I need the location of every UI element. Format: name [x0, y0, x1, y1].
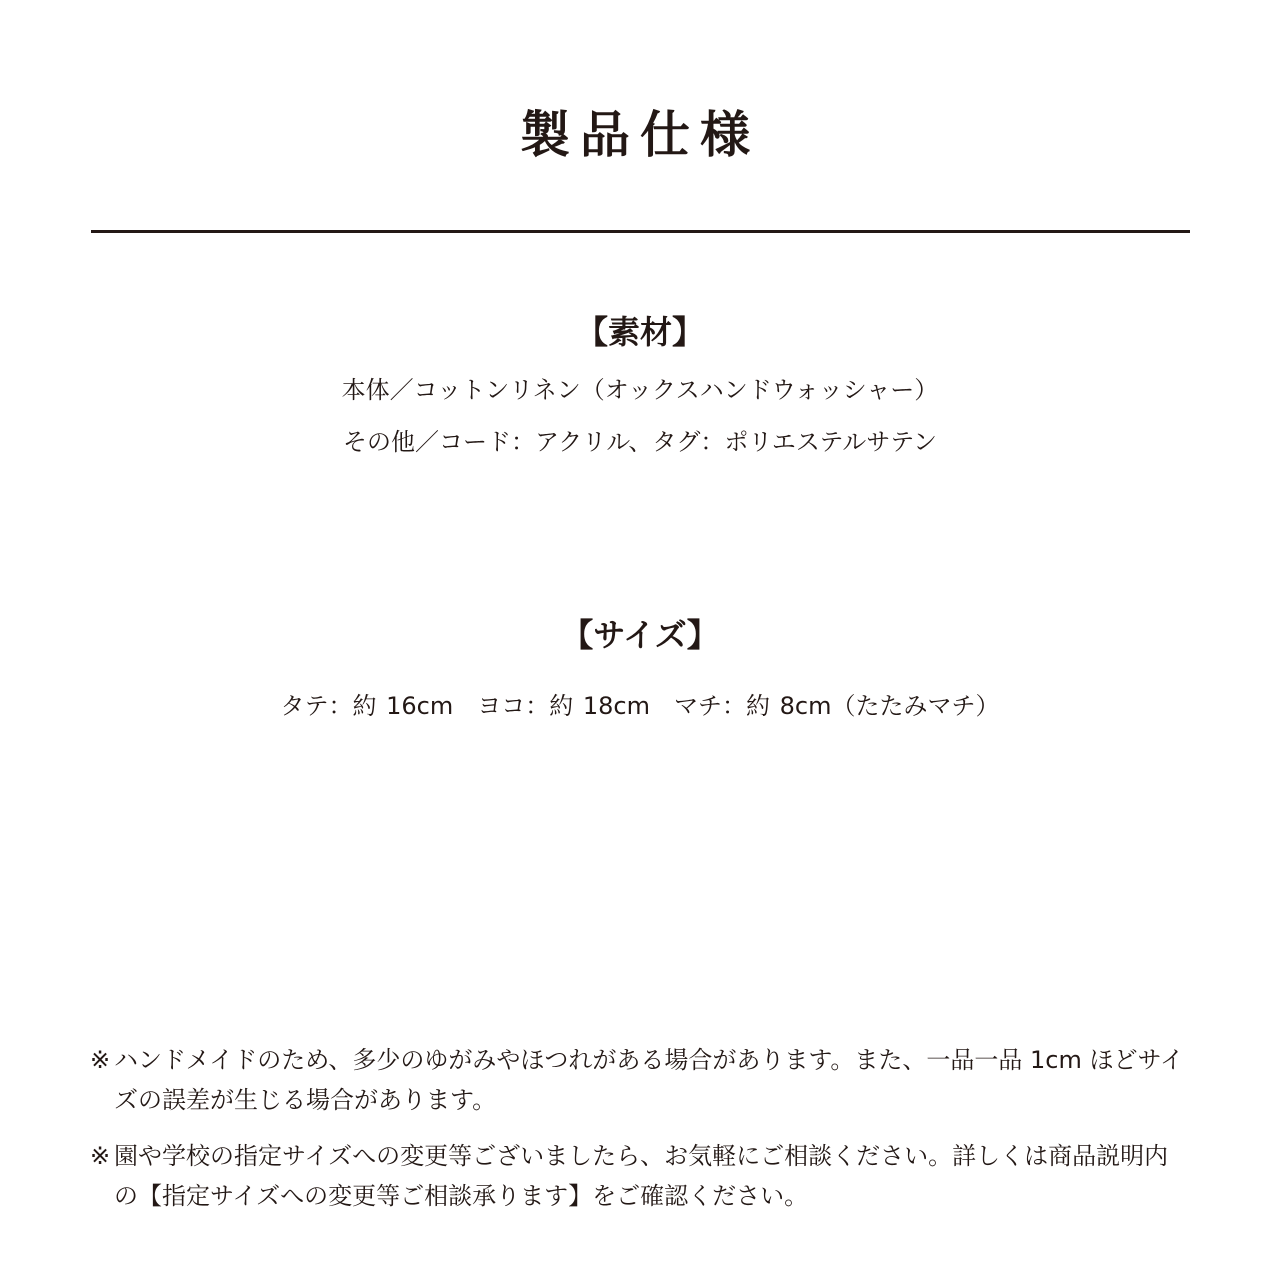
- note-handmade-text: ハンドメイドのため、多少のゆがみやほつれがある場合があります。また、一品一品 1cm ほどサイズの誤差が生じる場合があります。: [114, 1046, 1184, 1114]
- notes-section: [90, 1040, 1190, 1232]
- material-body-line: 本体／コットンリネン（オックスハンドウォッシャー）: [341, 376, 939, 404]
- note-mark: ※: [90, 1046, 111, 1074]
- divider: [91, 230, 1190, 233]
- page-title: 製品仕様: [520, 106, 760, 164]
- note-item: [90, 1136, 1190, 1216]
- material-heading: 【素材】: [575, 313, 704, 351]
- note-item: [90, 1040, 1190, 1120]
- note-size-change-text: 園や学校の指定サイズへの変更等ございましたら、お気軽にご相談ください。詳しくは商品説明内の【指定サイズへの変更等ご相談承ります】をご確認ください。: [114, 1142, 1169, 1210]
- size-dimensions-line: タテ：約 16cm ヨコ：約 18cm マチ：約 8cm（たたみマチ）: [280, 692, 1000, 720]
- size-heading: 【サイズ】: [561, 616, 719, 654]
- material-other-line: その他／コード：アクリル、タグ：ポリエステルサテン: [343, 428, 937, 456]
- note-mark: ※: [90, 1142, 111, 1170]
